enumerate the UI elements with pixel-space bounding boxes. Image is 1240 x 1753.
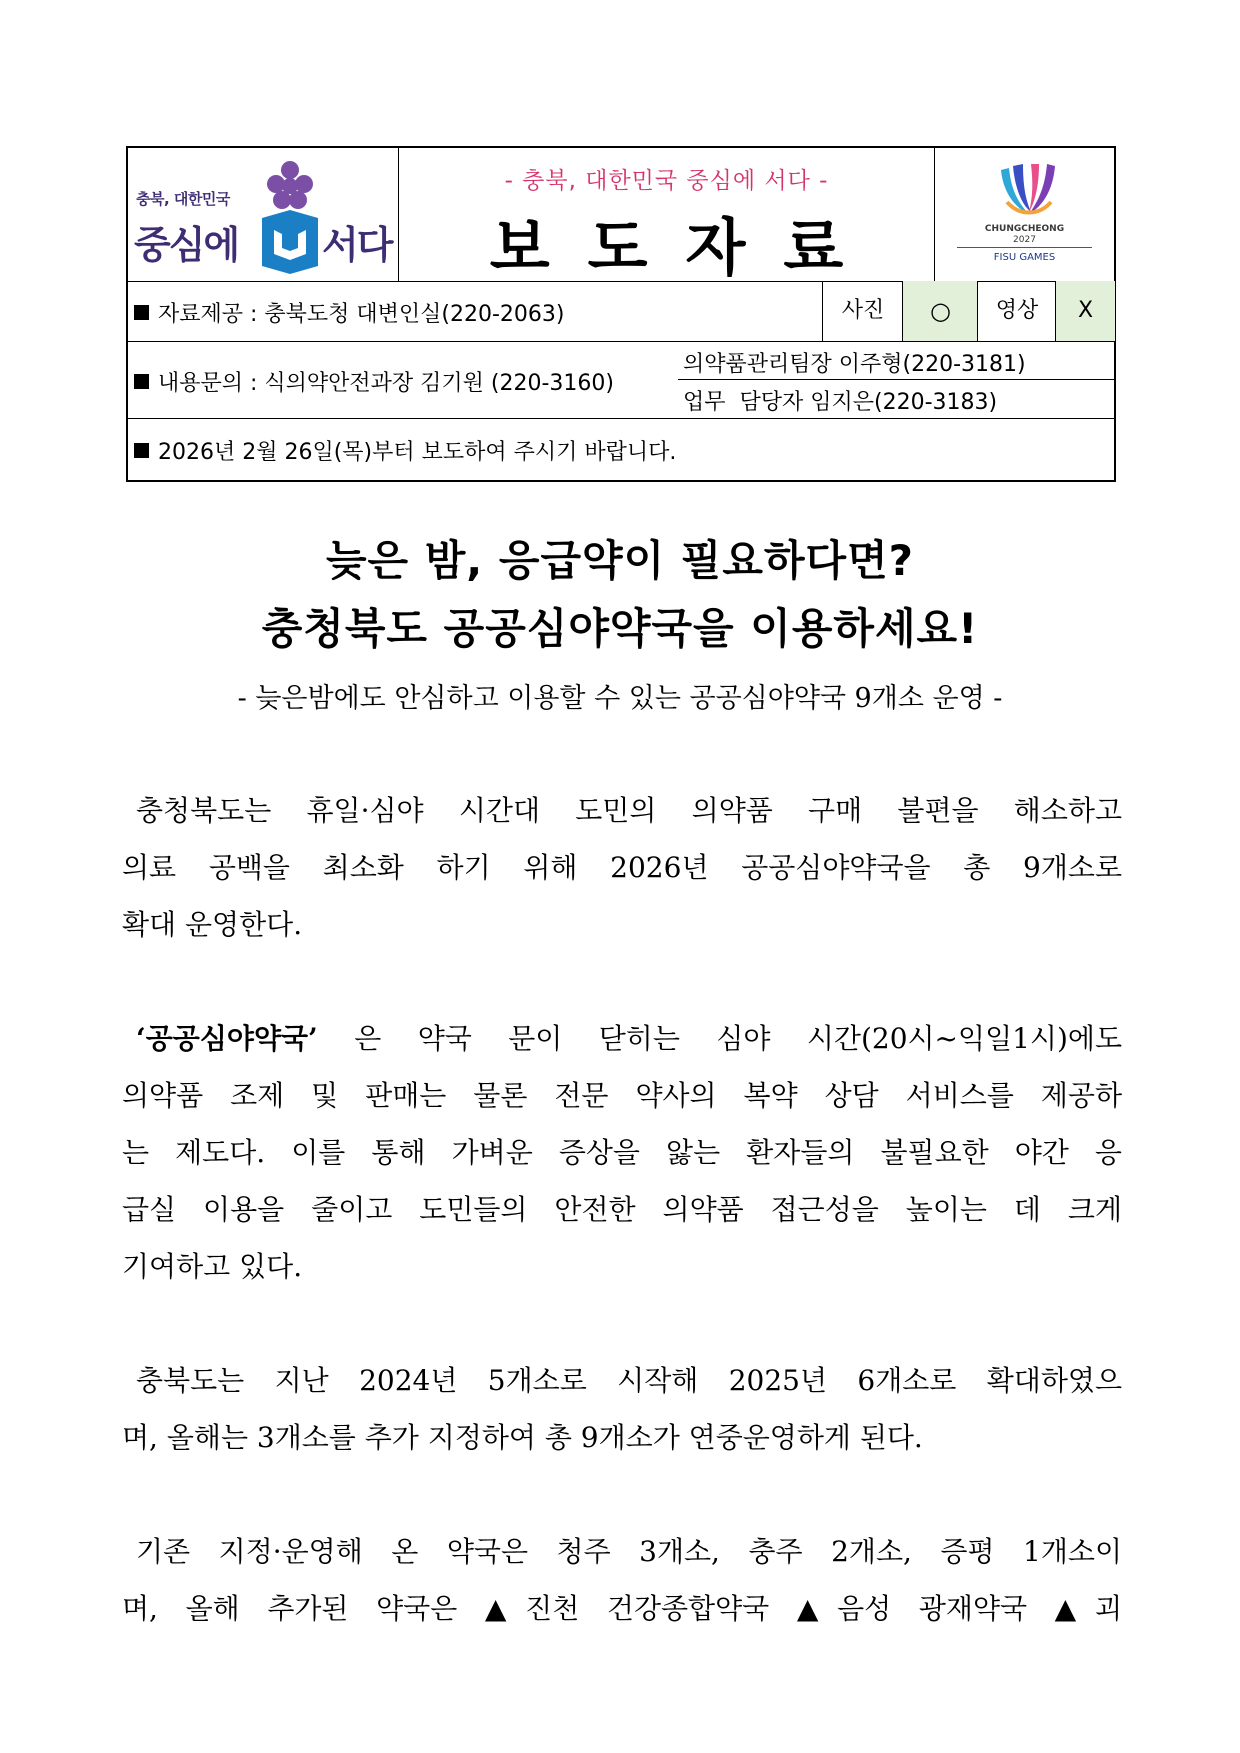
contact-value: 내용문의 : 식의약안전과장 김기원 (220-3160)	[158, 371, 614, 396]
video-value: X	[1055, 281, 1115, 341]
chungbuk-logo	[128, 148, 399, 281]
subheadline: - 늦은밤에도 안심하고 이용할 수 있는 공공심야약국 9개소 운영 -	[237, 683, 1003, 714]
contact-staff: 업무 담당자 임지은(220-3183)	[683, 390, 998, 415]
photo-value: ○	[902, 281, 978, 341]
embargo-text	[134, 435, 676, 466]
p2-term: ‘공공심야약국’	[136, 1022, 318, 1055]
p4-line1: 기존 지정·운영해 온 약국은 청주 3개소, 충주 2개소, 증평 1개소이	[136, 1535, 1122, 1568]
p2-line4: 급실 이용을 줄이고 도민들의 안전한 의약품 접근성을 높이는 데 크게	[122, 1193, 1122, 1226]
p1-line2: 의료 공백을 최소화 하기 위해 2026년 공공심야약국을 총 9개소로	[122, 851, 1122, 884]
logo-small-text: 충북, 대한민국	[136, 190, 230, 208]
games-divider	[957, 247, 1092, 248]
headline-line2: 충청북도 공공심야약국을 이용하세요!	[261, 604, 979, 653]
fisu-games-logo	[935, 148, 1114, 281]
slogan: - 충북, 대한민국 중심에 서다 -	[504, 168, 829, 194]
bullet-square-icon	[134, 443, 149, 458]
p2-line1	[122, 1010, 1122, 1067]
games-name: CHUNGCHEONG	[984, 224, 1065, 234]
chungbuk-emblem-icon	[258, 156, 322, 276]
p2-line1-text: 은 약국 문이 닫히는 심야 시간(20시~익일1시)에도	[354, 1022, 1122, 1055]
p4-line2: 며, 올해 추가된 약국은 ▲진천 건강종합약국 ▲음성 광재약국 ▲괴	[122, 1592, 1122, 1625]
logo-text-right: 서다	[322, 223, 392, 267]
embargo-row	[128, 419, 1114, 480]
bullet-square-icon	[134, 305, 149, 320]
headline-line1: 늦은 밤, 응급약이 필요하다면?	[325, 536, 915, 585]
provider-value: 자료제공 : 충북도청 대변인실(220-2063)	[158, 302, 565, 327]
photo-label: 사진	[822, 281, 903, 341]
p3-line2: 며, 올해는 3개소를 추가 지정하여 총 9개소가 연중운영하게 된다.	[122, 1421, 923, 1454]
contact-team: 의약품관리팀장 이주형(220-3181)	[683, 352, 1026, 377]
contact-text	[134, 366, 614, 397]
p2-line3: 는 제도다. 이를 통해 가벼운 증상을 앓는 환자들의 불필요한 야간 응	[122, 1136, 1122, 1169]
p3-line1: 충북도는 지난 2024년 5개소로 시작해 2025년 6개소로 확대하였으	[136, 1364, 1122, 1397]
p2-line2: 의약품 조제 및 판매는 물론 전문 약사의 복약 상담 서비스를 제공하	[122, 1079, 1122, 1112]
provider-row	[128, 281, 1114, 342]
press-header-box	[126, 146, 1116, 482]
title-cell	[399, 148, 935, 284]
games-year: 2027	[1013, 235, 1036, 245]
video-label: 영상	[977, 281, 1056, 341]
p1-line1: 충청북도는 휴일·심야 시간대 도민의 의약품 구매 불편을 해소하고	[136, 794, 1122, 827]
embargo-value: 2026년 2월 26일(목)부터 보도하여 주시기 바랍니다.	[158, 440, 677, 465]
header-top-row	[128, 148, 1114, 282]
press-release-title: 보도자료	[489, 211, 882, 284]
contact-row	[128, 342, 1114, 419]
provider-text	[134, 297, 565, 328]
p2-line5: 기여하고 있다.	[122, 1250, 303, 1283]
games-emblem-icon	[993, 162, 1065, 222]
logo-text-left: 중심에	[134, 223, 239, 267]
contact-divider	[678, 379, 1114, 380]
games-fisu: FISU GAMES	[993, 252, 1056, 263]
p1-line3: 확대 운영한다.	[122, 908, 303, 941]
bullet-square-icon	[134, 374, 149, 389]
